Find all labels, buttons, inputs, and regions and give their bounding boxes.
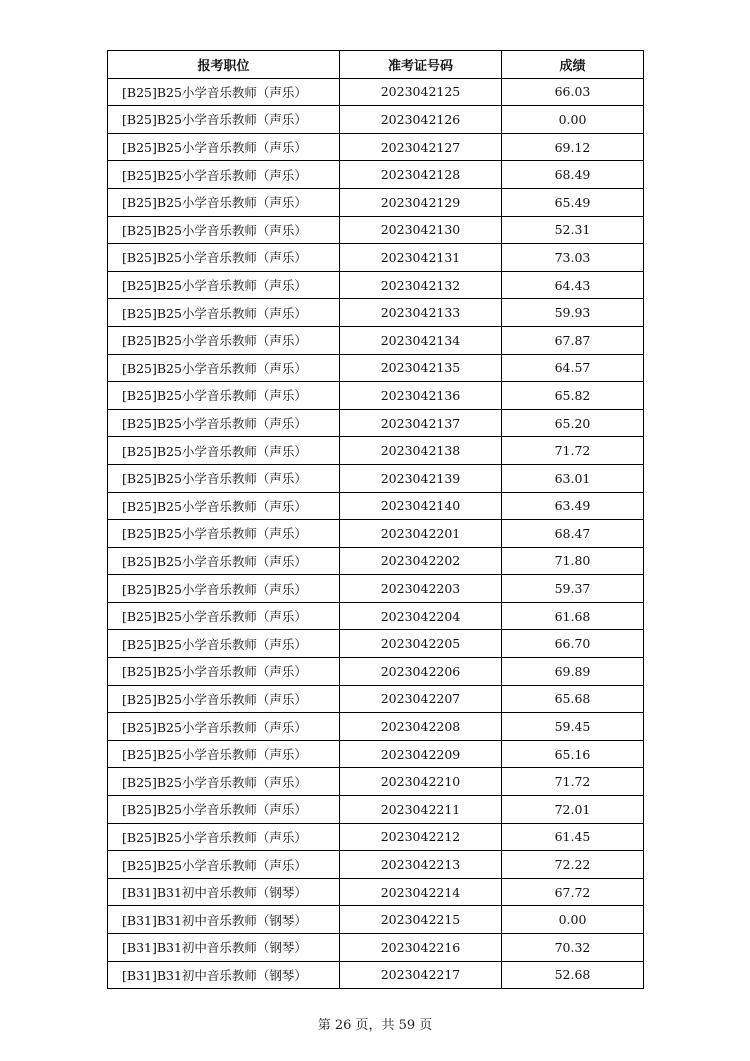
- cell-ticket-number: 2023042130: [340, 216, 502, 244]
- cell-ticket-number: 2023042202: [340, 547, 502, 575]
- cell-score: 68.47: [502, 520, 644, 548]
- cell-ticket-number: 2023042137: [340, 409, 502, 437]
- cell-score: 59.37: [502, 575, 644, 603]
- cell-position: [B25]B25小学音乐教师（声乐）: [108, 796, 340, 824]
- cell-ticket-number: 2023042203: [340, 575, 502, 603]
- cell-ticket-number: 2023042216: [340, 934, 502, 962]
- cell-score: 72.01: [502, 796, 644, 824]
- cell-ticket-number: 2023042127: [340, 133, 502, 161]
- table-body: [108, 78, 644, 989]
- table-row: [108, 188, 644, 216]
- table-row: [108, 520, 644, 548]
- cell-ticket-number: 2023042139: [340, 464, 502, 492]
- cell-score: 52.31: [502, 216, 644, 244]
- cell-position: [B25]B25小学音乐教师（声乐）: [108, 575, 340, 603]
- table-row: [108, 658, 644, 686]
- table-row: [108, 271, 644, 299]
- cell-position: [B25]B25小学音乐教师（声乐）: [108, 658, 340, 686]
- cell-position: [B25]B25小学音乐教师（声乐）: [108, 437, 340, 465]
- cell-ticket-number: 2023042209: [340, 740, 502, 768]
- cell-ticket-number: 2023042204: [340, 602, 502, 630]
- table-header: [108, 51, 644, 79]
- score-table: [107, 50, 644, 989]
- table-row: [108, 575, 644, 603]
- cell-score: 66.70: [502, 630, 644, 658]
- table-row: [108, 216, 644, 244]
- page-footer: 第 26 页，共 59 页: [317, 1018, 433, 1033]
- cell-score: 71.72: [502, 437, 644, 465]
- table-row: [108, 602, 644, 630]
- cell-score: 52.68: [502, 961, 644, 989]
- table-row: [108, 768, 644, 796]
- cell-position: [B25]B25小学音乐教师（声乐）: [108, 106, 340, 134]
- cell-score: 0.00: [502, 106, 644, 134]
- cell-position: [B25]B25小学音乐教师（声乐）: [108, 823, 340, 851]
- cell-position: [B25]B25小学音乐教师（声乐）: [108, 685, 340, 713]
- cell-ticket-number: 2023042214: [340, 878, 502, 906]
- cell-ticket-number: 2023042213: [340, 851, 502, 879]
- cell-ticket-number: 2023042215: [340, 906, 502, 934]
- cell-position: [B25]B25小学音乐教师（声乐）: [108, 851, 340, 879]
- table-row: [108, 161, 644, 189]
- cell-score: 59.45: [502, 713, 644, 741]
- table-row: [108, 547, 644, 575]
- cell-ticket-number: 2023042136: [340, 382, 502, 410]
- cell-ticket-number: 2023042138: [340, 437, 502, 465]
- cell-score: 71.80: [502, 547, 644, 575]
- table-row: [108, 299, 644, 327]
- cell-score: 71.72: [502, 768, 644, 796]
- cell-position: [B25]B25小学音乐教师（声乐）: [108, 271, 340, 299]
- cell-position: [B25]B25小学音乐教师（声乐）: [108, 409, 340, 437]
- table-row: [108, 630, 644, 658]
- cell-score: 66.03: [502, 78, 644, 106]
- cell-position: [B25]B25小学音乐教师（声乐）: [108, 464, 340, 492]
- cell-position: [B25]B25小学音乐教师（声乐）: [108, 161, 340, 189]
- cell-position: [B25]B25小学音乐教师（声乐）: [108, 740, 340, 768]
- cell-score: 0.00: [502, 906, 644, 934]
- cell-position: [B25]B25小学音乐教师（声乐）: [108, 492, 340, 520]
- table-row: [108, 961, 644, 989]
- cell-ticket-number: 2023042211: [340, 796, 502, 824]
- cell-score: 68.49: [502, 161, 644, 189]
- header-position: 报考职位: [108, 51, 340, 79]
- cell-ticket-number: 2023042132: [340, 271, 502, 299]
- header-row: [108, 51, 644, 79]
- cell-score: 67.87: [502, 326, 644, 354]
- cell-score: 72.22: [502, 851, 644, 879]
- cell-position: [B25]B25小学音乐教师（声乐）: [108, 713, 340, 741]
- header-score: 成绩: [502, 51, 644, 79]
- cell-ticket-number: 2023042207: [340, 685, 502, 713]
- cell-score: 64.57: [502, 354, 644, 382]
- table-row: [108, 851, 644, 879]
- table-row: [108, 796, 644, 824]
- table-row: [108, 78, 644, 106]
- cell-ticket-number: 2023042133: [340, 299, 502, 327]
- cell-position: [B25]B25小学音乐教师（声乐）: [108, 133, 340, 161]
- table-row: [108, 906, 644, 934]
- cell-position: [B25]B25小学音乐教师（声乐）: [108, 244, 340, 272]
- cell-ticket-number: 2023042210: [340, 768, 502, 796]
- cell-score: 61.45: [502, 823, 644, 851]
- table-row: [108, 409, 644, 437]
- cell-ticket-number: 2023042126: [340, 106, 502, 134]
- cell-score: 67.72: [502, 878, 644, 906]
- cell-position: [B25]B25小学音乐教师（声乐）: [108, 216, 340, 244]
- header-ticket-number: 准考证号码: [340, 51, 502, 79]
- table-row: [108, 464, 644, 492]
- table-row: [108, 878, 644, 906]
- cell-position: [B31]B31初中音乐教师（钢琴）: [108, 878, 340, 906]
- table-row: [108, 740, 644, 768]
- cell-score: 73.03: [502, 244, 644, 272]
- cell-position: [B25]B25小学音乐教师（声乐）: [108, 78, 340, 106]
- cell-ticket-number: 2023042134: [340, 326, 502, 354]
- cell-ticket-number: 2023042205: [340, 630, 502, 658]
- table-row: [108, 133, 644, 161]
- cell-position: [B31]B31初中音乐教师（钢琴）: [108, 934, 340, 962]
- cell-position: [B25]B25小学音乐教师（声乐）: [108, 547, 340, 575]
- cell-score: 63.49: [502, 492, 644, 520]
- cell-ticket-number: 2023042217: [340, 961, 502, 989]
- cell-ticket-number: 2023042129: [340, 188, 502, 216]
- cell-position: [B25]B25小学音乐教师（声乐）: [108, 630, 340, 658]
- cell-ticket-number: 2023042125: [340, 78, 502, 106]
- cell-position: [B31]B31初中音乐教师（钢琴）: [108, 906, 340, 934]
- cell-position: [B25]B25小学音乐教师（声乐）: [108, 326, 340, 354]
- cell-position: [B31]B31初中音乐教师（钢琴）: [108, 961, 340, 989]
- table-row: [108, 713, 644, 741]
- cell-ticket-number: 2023042135: [340, 354, 502, 382]
- table-row: [108, 685, 644, 713]
- cell-score: 65.68: [502, 685, 644, 713]
- cell-position: [B25]B25小学音乐教师（声乐）: [108, 602, 340, 630]
- table-row: [108, 354, 644, 382]
- cell-position: [B25]B25小学音乐教师（声乐）: [108, 354, 340, 382]
- cell-ticket-number: 2023042206: [340, 658, 502, 686]
- cell-position: [B25]B25小学音乐教师（声乐）: [108, 188, 340, 216]
- cell-position: [B25]B25小学音乐教师（声乐）: [108, 382, 340, 410]
- table-row: [108, 106, 644, 134]
- cell-ticket-number: 2023042208: [340, 713, 502, 741]
- cell-score: 59.93: [502, 299, 644, 327]
- cell-score: 65.16: [502, 740, 644, 768]
- cell-ticket-number: 2023042201: [340, 520, 502, 548]
- cell-score: 64.43: [502, 271, 644, 299]
- table-row: [108, 492, 644, 520]
- table-row: [108, 244, 644, 272]
- cell-score: 70.32: [502, 934, 644, 962]
- cell-score: 63.01: [502, 464, 644, 492]
- table-row: [108, 326, 644, 354]
- cell-score: 69.12: [502, 133, 644, 161]
- cell-score: 65.82: [502, 382, 644, 410]
- table-row: [108, 382, 644, 410]
- cell-score: 65.20: [502, 409, 644, 437]
- cell-ticket-number: 2023042140: [340, 492, 502, 520]
- table-row: [108, 437, 644, 465]
- cell-position: [B25]B25小学音乐教师（声乐）: [108, 299, 340, 327]
- cell-score: 61.68: [502, 602, 644, 630]
- cell-position: [B25]B25小学音乐教师（声乐）: [108, 768, 340, 796]
- table-row: [108, 934, 644, 962]
- cell-ticket-number: 2023042128: [340, 161, 502, 189]
- cell-position: [B25]B25小学音乐教师（声乐）: [108, 520, 340, 548]
- cell-score: 65.49: [502, 188, 644, 216]
- table-row: [108, 823, 644, 851]
- cell-ticket-number: 2023042212: [340, 823, 502, 851]
- cell-ticket-number: 2023042131: [340, 244, 502, 272]
- cell-score: 69.89: [502, 658, 644, 686]
